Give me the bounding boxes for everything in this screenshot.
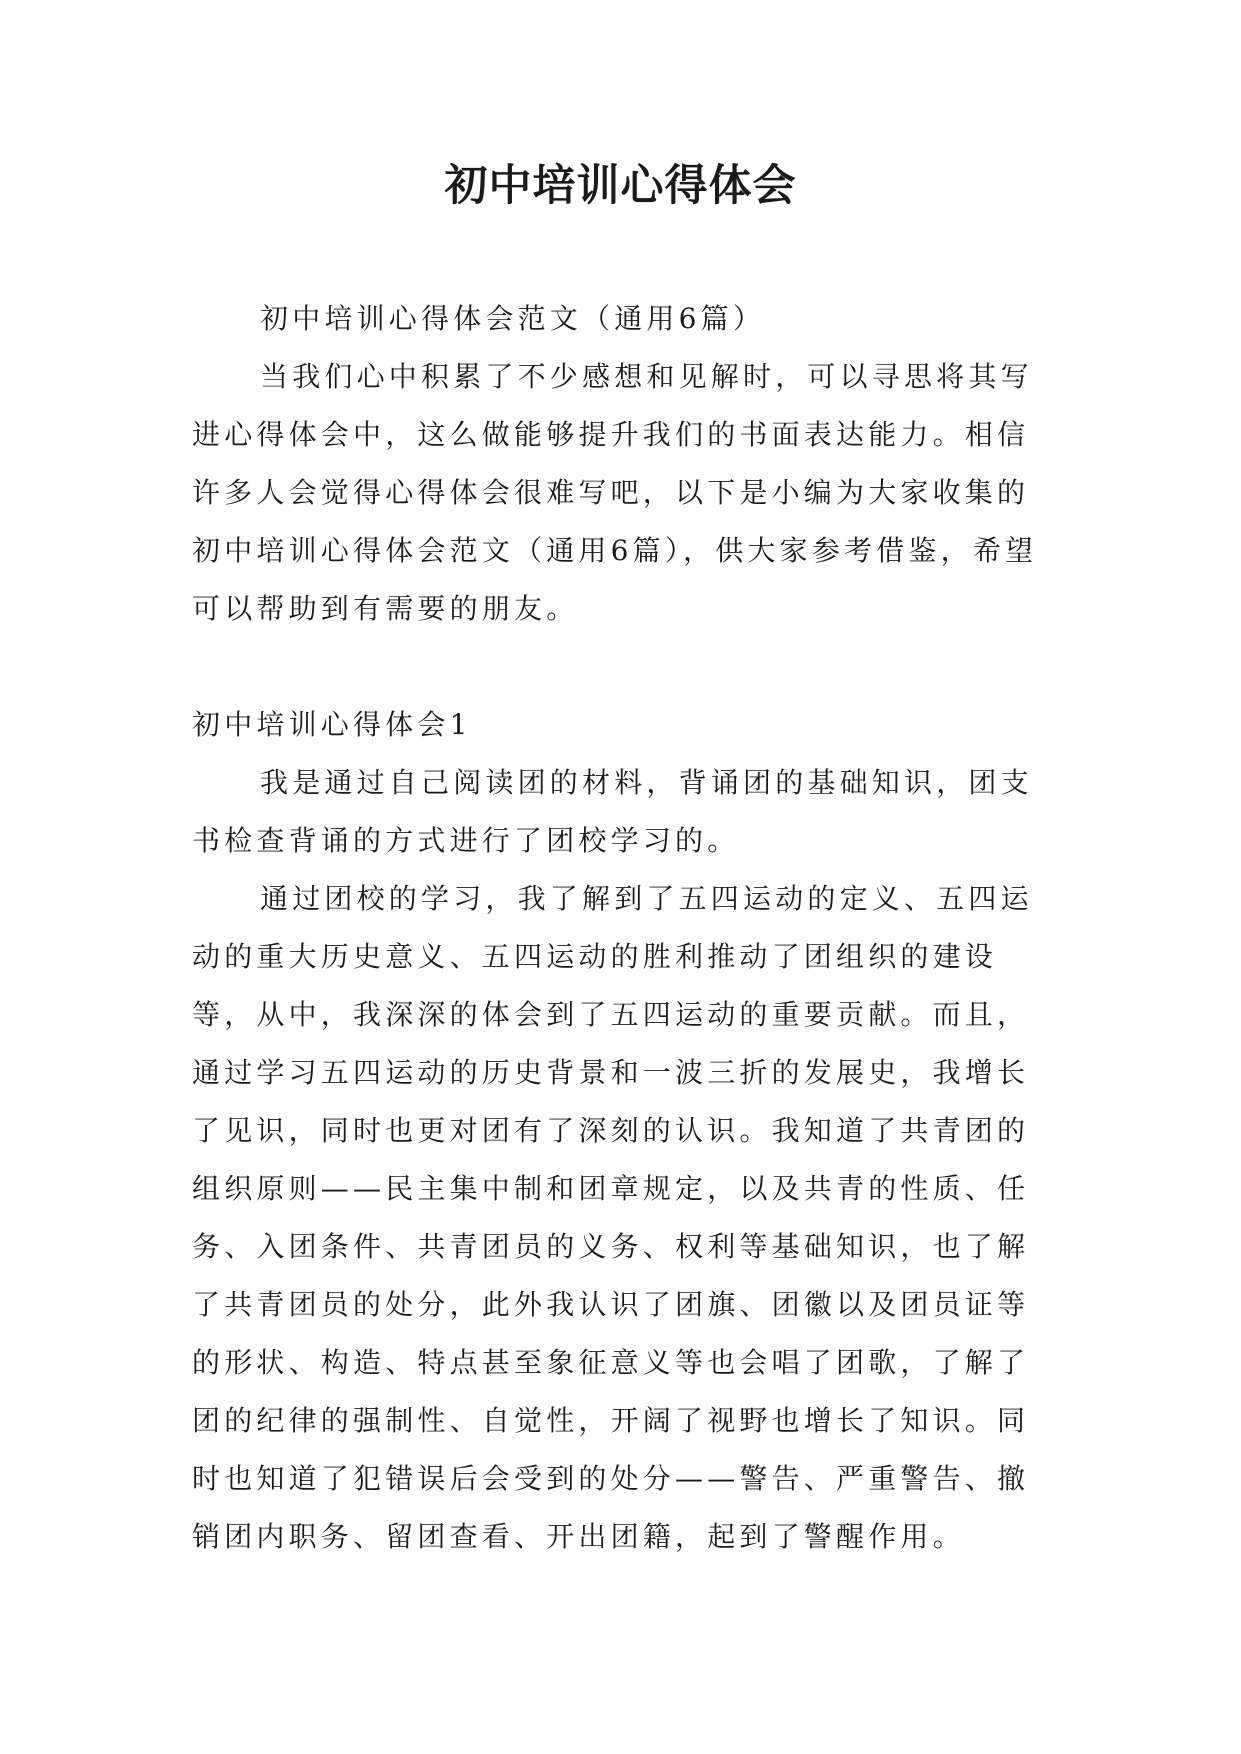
intro-paragraph: 当我们心中积累了不少感想和见解时，可以寻思将其写进心得体会中，这么做能够提升我们的书面表达能力。相信许多人会觉得心得体会很难写吧，以下是小编为大家收集的初中培训心得体会范文（通用6篇），供大家参考借鉴，希望可以帮助到有需要的朋友。: [192, 360, 1038, 625]
document-body: [192, 290, 1052, 1566]
document-title: 初中培训心得体会: [444, 161, 797, 211]
document-subtitle: 初中培训心得体会范文（通用6篇）: [260, 302, 766, 335]
body-paragraph: 我是通过自己阅读团的材料，背诵团的基础知识，团支书检查背诵的方式进行了团校学习的。: [192, 766, 1033, 857]
body-paragraph: 通过团校的学习，我了解到了五四运动的定义、五四运动的重大历史意义、五四运动的胜利推动了团组织的建设等，从中，我深深的体会到了五四运动的重要贡献。而且，通过学习五四运动的历史背景和一波三折的发展史，我增长了见识，同时也更对团有了深刻的认识。我知道了共青团的组织原则——民主集中制和团章规定，以及共青的性质、任务、入团条件、共青团员的义务、权利等基础知识，也了解了共青团员的处分，此外我认识了团旗、团徽以及团员证等的形状、构造、特点甚至象征意义等也会唱了团歌，了解了团的纪律的强制性、自觉性，开阔了视野也增长了知识。同时也知道了犯错误后会受到的处分——警告、严重警告、撤销团内职务、留团查看、开出团籍，起到了警醒作用。: [192, 882, 1033, 1553]
section-heading: 初中培训心得体会1: [192, 708, 472, 741]
